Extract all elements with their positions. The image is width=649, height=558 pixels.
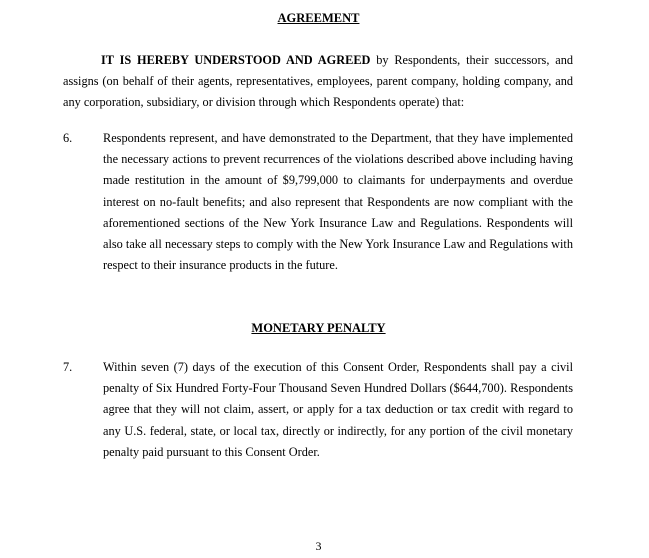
paragraph-7-text: Within seven (7) days of the execution of this Consent Order, Respondents shall pay a civil penalty of Six Hundred Forty-Four Thousand Seven Hundred Dollars ($644,700). Respondents agree that they will not claim, assert, or apply for a tax deduction or tax credit with regard to any U.S. federal, state, or local tax, directly or indirectly, for any portion of the civil monetary penalty paid pursuant to this Consent Order.	[103, 360, 573, 459]
page-number: 3	[315, 539, 322, 553]
paragraph-6-text: Respondents represent, and have demonstrated to the Department, that they have implemented the necessary actions to prevent recurrences of the violations described above including having made restitution in the amount of $9,799,000 to claimants for underpayments and overdue interest on no-fault benefits; and also represent that Respondents are now compliant with the aforementioned sections of the New York Insurance Law and Regulations. Respondents will also take all necessary steps to comply with the New York Insurance Law and Regulations with respect to their insurance products in the future.	[103, 131, 573, 273]
intro-text: by Respondents, their successors, and assigns (on behalf of their agents, representatives, employees, parent company, holding company, and any corporation, subsidiary, or division through which Respondents operate) that:	[63, 53, 573, 110]
paragraph-7	[63, 357, 573, 463]
paragraph-6	[63, 128, 573, 276]
paragraph-6-number: 6.	[63, 131, 73, 145]
agreement-heading: AGREEMENT	[277, 11, 360, 25]
intro-lead: IT IS HEREBY UNDERSTOOD AND AGREED	[101, 53, 371, 67]
paragraph-7-number: 7.	[63, 360, 73, 374]
monetary-penalty-heading: MONETARY PENALTY	[251, 321, 386, 335]
intro-paragraph	[63, 50, 573, 114]
